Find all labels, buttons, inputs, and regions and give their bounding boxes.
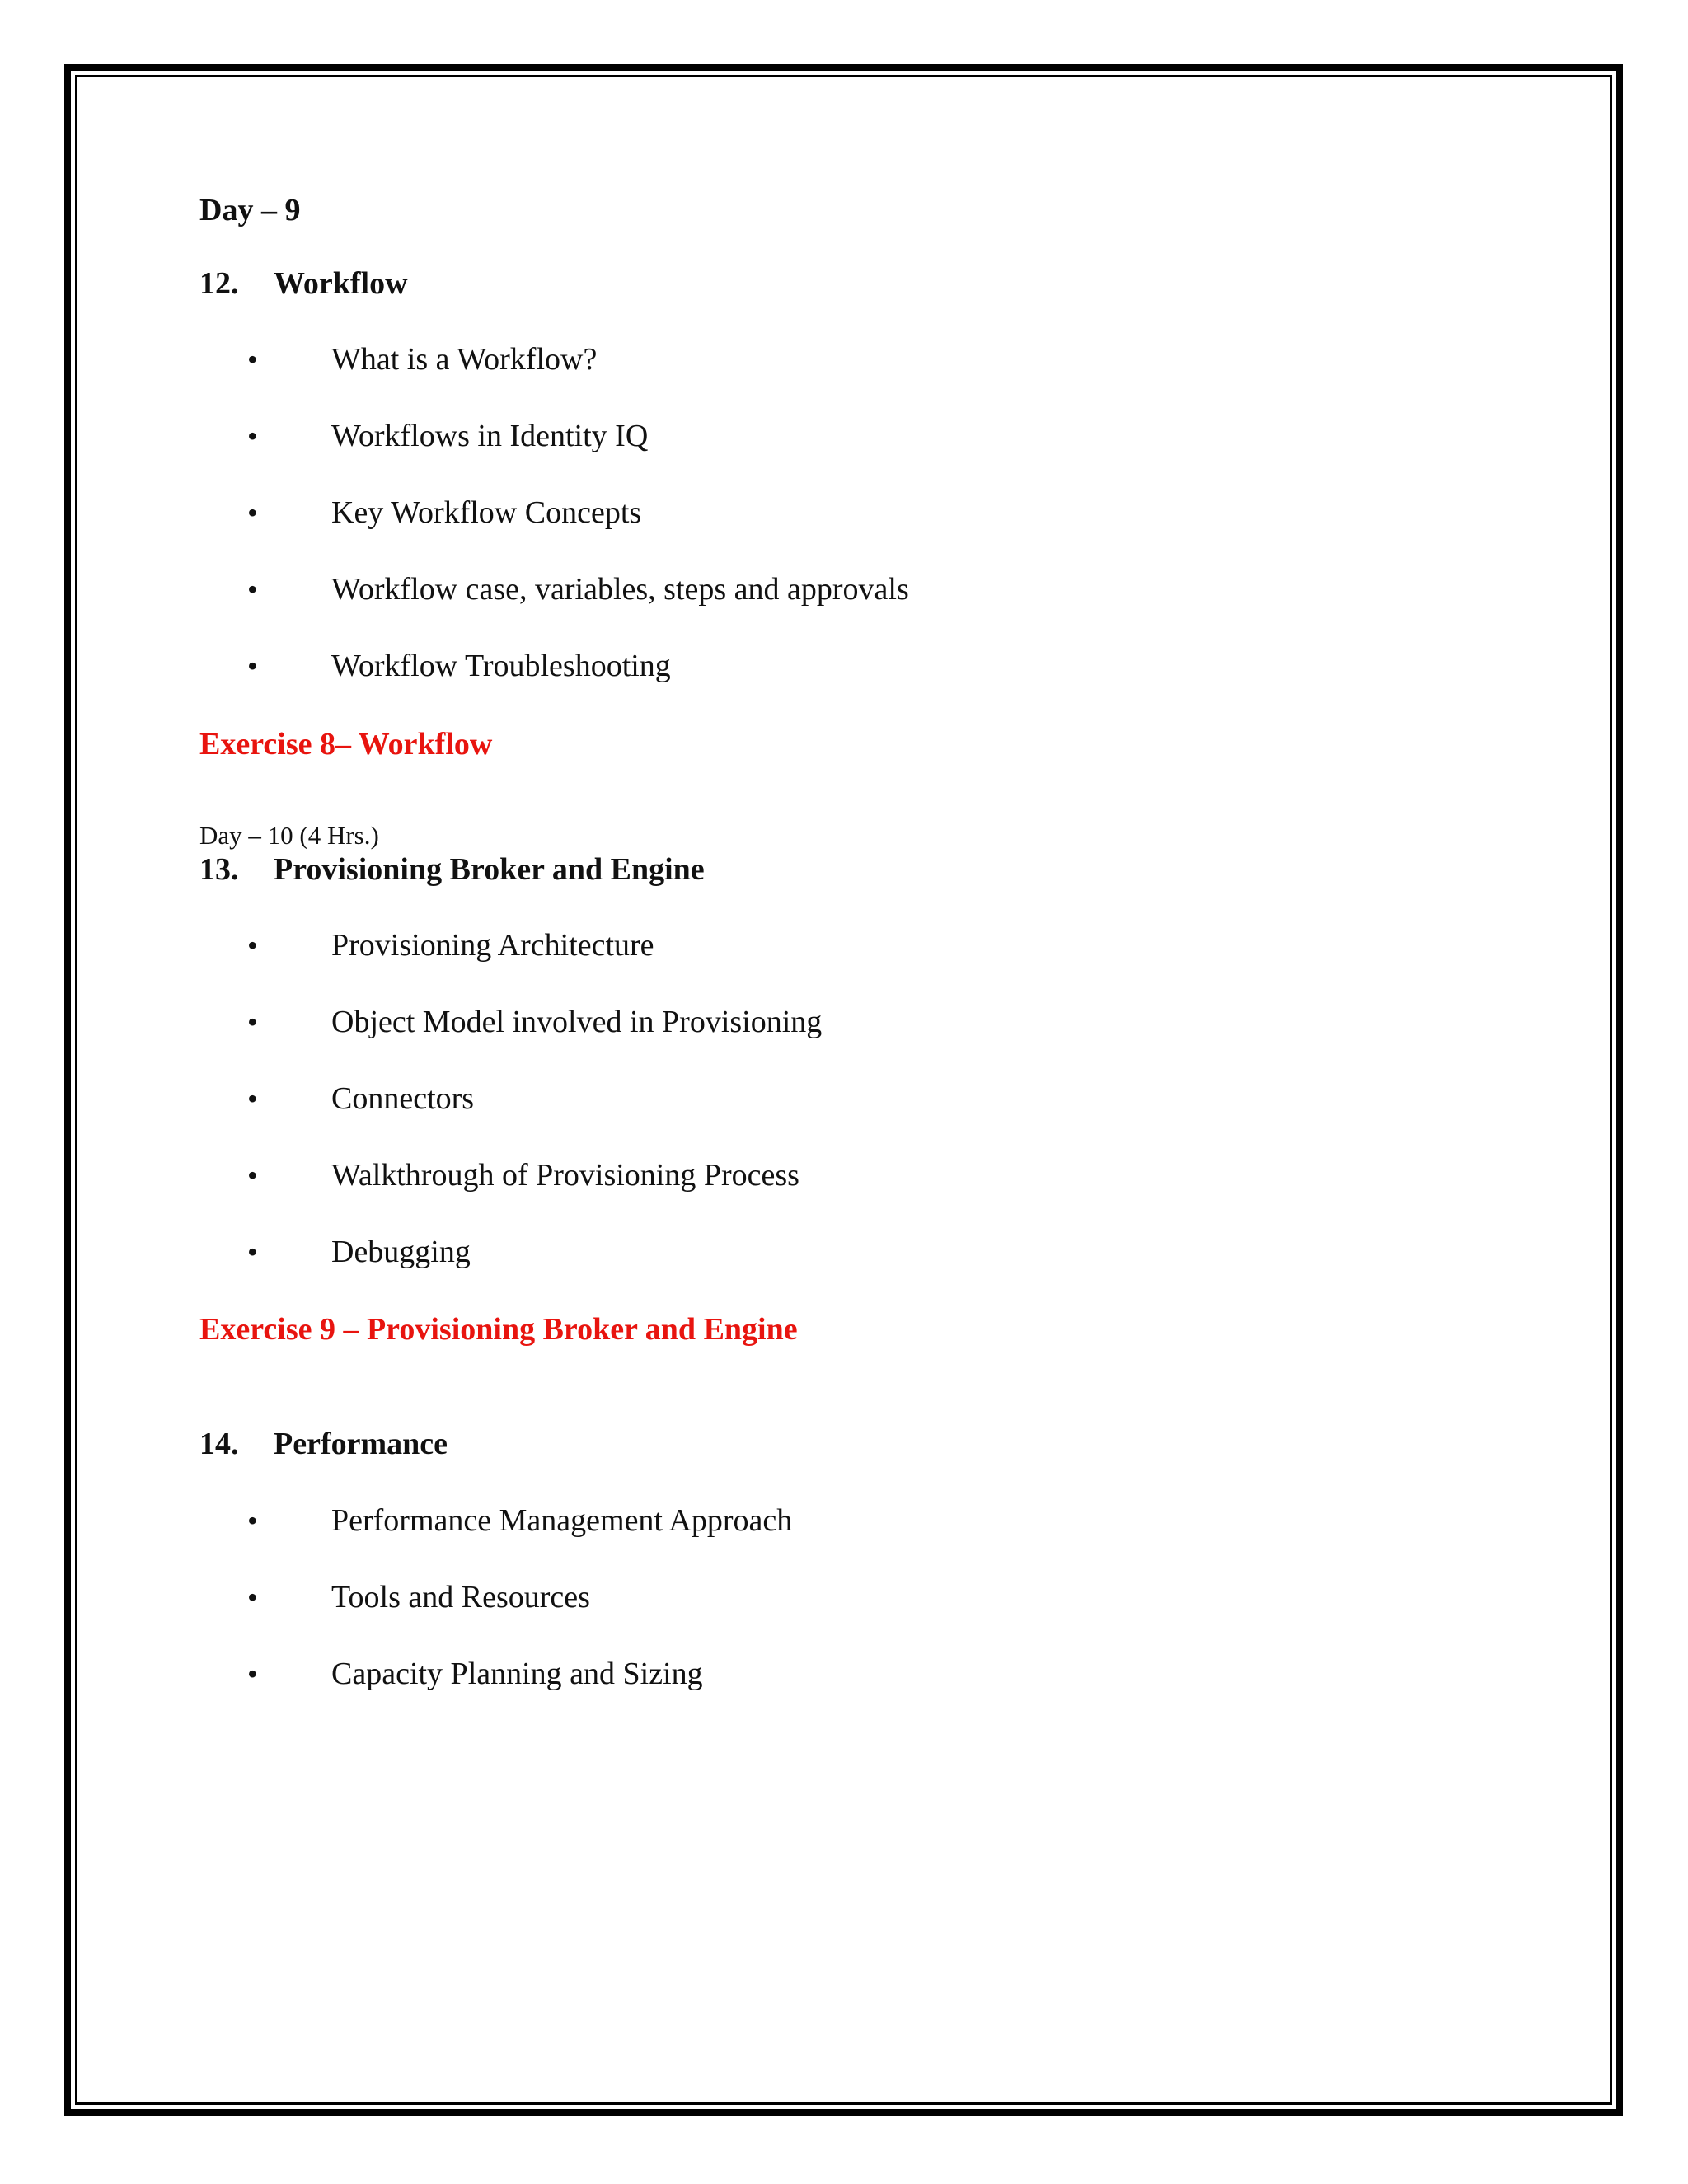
- day-9-label: Day – 9: [199, 193, 301, 227]
- list-item-text: Workflows in Identity IQ: [331, 419, 649, 453]
- bullet-icon: •: [247, 1005, 258, 1038]
- list-item-text: Tools and Resources: [331, 1580, 590, 1615]
- section-number: 13.: [199, 852, 239, 887]
- bullet-icon: •: [247, 496, 258, 529]
- list-item: [247, 1236, 471, 1268]
- list-item: [247, 930, 654, 961]
- list-item: [247, 650, 671, 682]
- list-item-text: Key Workflow Concepts: [331, 495, 642, 530]
- list-item-text: Walkthrough of Provisioning Process: [331, 1158, 799, 1193]
- list-item: [247, 1658, 703, 1690]
- list-item-text: Provisioning Architecture: [331, 928, 654, 963]
- list-item-text: Object Model involved in Provisioning: [331, 1005, 823, 1039]
- list-item-text: What is a Workflow?: [331, 342, 598, 377]
- exercise-9-heading: Exercise 9 – Provisioning Broker and Engine: [199, 1312, 798, 1347]
- list-item: [247, 1083, 474, 1114]
- list-item-text: Debugging: [331, 1235, 471, 1269]
- bullet-icon: •: [247, 1581, 258, 1614]
- exercise-8-heading: Exercise 8– Workflow: [199, 727, 493, 762]
- list-item: [247, 420, 648, 452]
- bullet-icon: •: [247, 1657, 258, 1690]
- list-item: [247, 1582, 590, 1613]
- section-title: Workflow: [274, 266, 408, 301]
- section-13-heading: [199, 854, 705, 885]
- list-item: [247, 497, 641, 528]
- bullet-icon: •: [247, 649, 258, 682]
- section-number: 12.: [199, 266, 239, 301]
- list-item: [247, 1160, 799, 1191]
- bullet-icon: •: [247, 419, 258, 452]
- section-12-heading: [199, 268, 408, 299]
- bullet-icon: •: [247, 343, 258, 376]
- list-item-text: Performance Management Approach: [331, 1503, 793, 1538]
- bullet-icon: •: [247, 1504, 258, 1537]
- bullet-icon: •: [247, 1235, 258, 1268]
- bullet-icon: •: [247, 929, 258, 962]
- list-item: [247, 1505, 792, 1536]
- bullet-icon: •: [247, 573, 258, 606]
- section-title: Performance: [274, 1427, 448, 1461]
- section-number: 14.: [199, 1427, 239, 1461]
- list-item: [247, 574, 909, 605]
- list-item-text: Connectors: [331, 1081, 475, 1116]
- section-title: Provisioning Broker and Engine: [274, 852, 705, 887]
- section-14-heading: [199, 1428, 448, 1460]
- list-item: [247, 344, 597, 375]
- bullet-icon: •: [247, 1159, 258, 1192]
- day-10-label: Day – 10 (4 Hrs.): [199, 821, 379, 850]
- list-item: [247, 1006, 822, 1038]
- list-item-text: Workflow Troubleshooting: [331, 649, 671, 683]
- bullet-icon: •: [247, 1082, 258, 1115]
- list-item-text: Workflow case, variables, steps and approvals: [331, 572, 909, 607]
- list-item-text: Capacity Planning and Sizing: [331, 1657, 703, 1691]
